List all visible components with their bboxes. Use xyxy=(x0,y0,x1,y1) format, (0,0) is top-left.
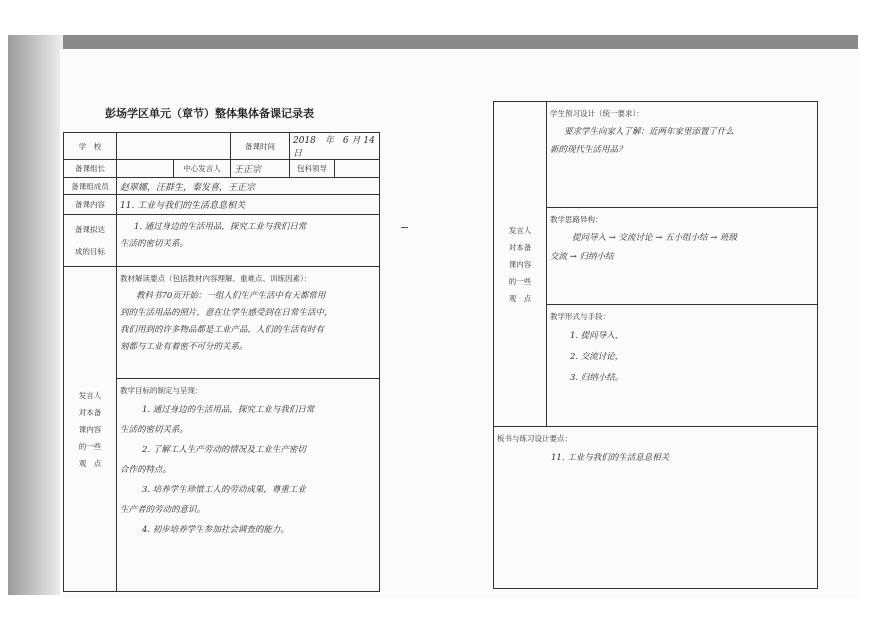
methods-cell xyxy=(547,305,818,427)
members-label: 备课组成员 xyxy=(64,178,117,195)
row-content xyxy=(64,195,380,215)
row-preview xyxy=(494,102,818,208)
material-line: 到的生活用品的照片，意在让学生感受到在日常生活中， xyxy=(120,308,333,318)
board-heading: 板书与练习设计要点： xyxy=(497,434,572,443)
row-target xyxy=(64,215,380,267)
methods-line: 1. 提问导入， xyxy=(570,331,624,341)
right-section-label xyxy=(494,102,547,427)
target-line: 1. 通过身边的生活用品，探究工业与我们日常 xyxy=(134,222,307,232)
goals-line: 合作的特点。 xyxy=(120,465,172,475)
goals-line: 2. 了解工人生产劳动的情况及工业生产密切 xyxy=(142,445,306,455)
section-label-line: 对本备 xyxy=(508,242,532,252)
left-table xyxy=(63,132,380,592)
section-label-line: 课内容 xyxy=(508,259,532,269)
board-cell xyxy=(494,427,818,589)
target-value xyxy=(117,215,380,267)
methods-line: 2. 交流讨论， xyxy=(570,352,624,362)
goals-line: 4. 初步培养学生参加社会调查的能力。 xyxy=(142,525,289,535)
date-value: 2018 年 6 月 14 日 xyxy=(290,133,380,160)
material-heading: 教材解读要点（包括教材内容理解、重难点、训练因素）： xyxy=(120,274,312,283)
board-line: 11. 工业与我们的生活息息相关 xyxy=(551,453,670,463)
content-value: 11. 工业与我们的生活息息相关 xyxy=(117,195,380,215)
preview-cell xyxy=(547,102,818,208)
target-label-line1: 备课拟达 xyxy=(75,224,105,234)
material-cell xyxy=(117,267,380,379)
preview-heading: 学生预习设计（统一要求）： xyxy=(550,109,644,118)
subject-leader-label: 包科领导 xyxy=(290,160,335,178)
section-label-line: 观 点 xyxy=(78,458,102,468)
goals-line: 3. 培养学生珍惜工人的劳动成果，尊重工业 xyxy=(142,485,306,495)
left-section-label xyxy=(64,267,117,592)
target-label-line2: 成的目标 xyxy=(75,246,105,256)
leader-value xyxy=(117,160,174,178)
structure-cell xyxy=(547,208,818,305)
school-label: 学 校 xyxy=(64,133,117,160)
section-label-line: 发言人 xyxy=(78,390,102,400)
target-label xyxy=(64,215,117,267)
structure-line: 交流 → 归纳小结 xyxy=(550,252,614,262)
row-members xyxy=(64,178,380,195)
goals-cell xyxy=(117,379,380,592)
goals-line: 1. 通过身边的生活用品，探究工业与我们日常 xyxy=(142,405,315,415)
section-label-line: 对本备 xyxy=(78,407,102,417)
scan-shadow-left xyxy=(8,35,63,595)
target-line: 生活的密切关系。 xyxy=(120,239,189,249)
row-school xyxy=(64,133,380,160)
row-leader xyxy=(64,160,380,178)
material-line: 教科书70页开始：一组人们生产生活中有天都常用 xyxy=(136,291,326,301)
structure-line: 提问导入 → 交流讨论 → 五小组小结 → 班级 xyxy=(572,233,738,243)
row-board xyxy=(494,427,818,589)
section-label-line: 观 点 xyxy=(508,293,532,303)
methods-heading: 教学形式与手段： xyxy=(550,312,610,321)
speaker-label: 中心发言人 xyxy=(174,160,231,178)
goals-heading: 教学目标的制定与呈现： xyxy=(120,386,203,395)
structure-heading: 教学思路异构： xyxy=(550,215,603,224)
time-label: 备课时间 xyxy=(231,133,290,160)
speaker-value: 王正宗 xyxy=(231,160,290,178)
section-label-line: 发言人 xyxy=(508,225,532,235)
page-title: 彭场学区单元（章节）整体集体备课记录表 xyxy=(105,107,314,120)
preview-line: 要求学生向家人了解：近两年家里添置了什么 xyxy=(564,127,735,137)
leader-label: 备课组长 xyxy=(64,160,117,178)
divider-mark xyxy=(401,227,408,228)
goals-line: 生产者的劳动的意识。 xyxy=(120,505,206,515)
section-label-line: 课内容 xyxy=(78,424,102,434)
members-value: 赵翠娜，汪群生，秦发喜，王正宗 xyxy=(117,178,380,195)
methods-line: 3. 归纳小结。 xyxy=(570,373,624,383)
scan-shadow-top xyxy=(8,35,858,49)
section-label-line: 的一些 xyxy=(508,276,532,286)
preview-line: 新的现代生活用品？ xyxy=(550,145,627,155)
right-table xyxy=(493,101,818,589)
school-value xyxy=(117,133,231,160)
content-label: 备课内容 xyxy=(64,195,117,215)
row-material xyxy=(64,267,380,379)
goals-line: 生活的密切关系。 xyxy=(120,425,189,435)
section-label-line: 的一些 xyxy=(78,441,102,451)
material-line: 我们用到的许多物品都是工业产品，人们的生活有时有 xyxy=(120,325,325,335)
subject-leader-value xyxy=(335,160,380,178)
material-line: 刻都与工业有着密不可分的关系。 xyxy=(120,342,248,352)
